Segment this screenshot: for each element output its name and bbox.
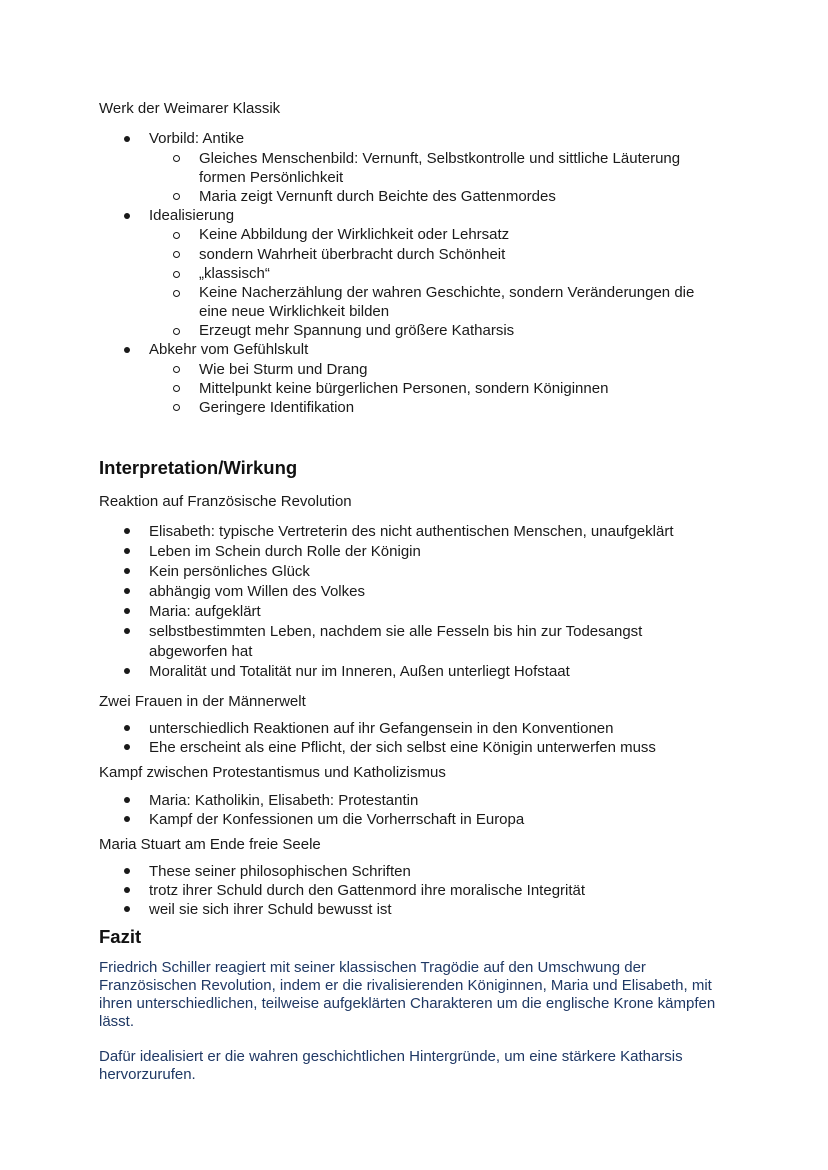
paragraph-line: ihren unterschiedlichen, teilweise aufgeklärten Charakteren um die englische Krone kämpfen [99, 995, 716, 1012]
list-item: Leben im Schein durch Rolle der Königin [149, 543, 421, 560]
bullet-icon [124, 136, 130, 142]
sub-list-item: Wie bei Sturm und Drang [199, 361, 368, 378]
list-item: trotz ihrer Schuld durch den Gattenmord ihre moralische Integrität [149, 882, 586, 899]
list-item: These seiner philosophischen Schriften [149, 863, 411, 880]
list-item: Kampf der Konfessionen um die Vorherrschaft in Europa [149, 811, 525, 828]
circle-bullet-icon [173, 366, 180, 373]
list-item: Vorbild: Antike [149, 130, 245, 147]
bullet-icon [124, 744, 130, 750]
circle-bullet-icon [173, 404, 180, 411]
section-heading: Interpretation/Wirkung [99, 457, 298, 478]
list-item: Kein persönliches Glück [149, 563, 310, 580]
sub-list-item: „klassisch“ [199, 265, 270, 282]
bullet-icon [124, 608, 130, 614]
circle-bullet-icon [173, 155, 180, 162]
group-title: Kampf zwischen Protestantismus und Katholizismus [99, 764, 446, 781]
sub-list-item: Gleiches Menschenbild: Vernunft, Selbstkontrolle und sittliche Läuterung [199, 150, 681, 167]
bullet-icon [124, 725, 130, 731]
bullet-icon [124, 816, 130, 822]
list-item: selbstbestimmten Leben, nachdem sie alle Fesseln bis hin zur Todesangst [149, 623, 643, 640]
circle-bullet-icon [173, 385, 180, 392]
circle-bullet-icon [173, 251, 180, 258]
sub-list-item: Geringere Identifikation [199, 399, 355, 416]
paragraph-line: lässt. [99, 1013, 135, 1030]
circle-bullet-icon [173, 232, 180, 239]
list-item: abhängig vom Willen des Volkes [149, 583, 365, 600]
paragraph-line: Französischen Revolution, indem er die rivalisierenden Königinnen, Maria und Elisabeth, mit [99, 977, 712, 994]
bullet-icon [124, 528, 130, 534]
list-item: Abkehr vom Gefühlskult [149, 341, 309, 358]
circle-bullet-icon [173, 193, 180, 200]
paragraph-line: Friedrich Schiller reagiert mit seiner klassischen Tragödie auf den Umschwung der [99, 959, 646, 976]
list-item: Elisabeth: typische Vertreterin des nicht authentischen Menschen, unaufgeklärt [149, 523, 674, 540]
list-item: Moralität und Totalität nur im Inneren, Außen unterliegt Hofstaat [149, 663, 570, 680]
list-item: Maria: aufgeklärt [149, 603, 261, 620]
bullet-icon [124, 347, 130, 353]
bullet-icon [124, 868, 130, 874]
sub-list-item-continued: eine neue Wirklichkeit bilden [199, 303, 390, 320]
circle-bullet-icon [173, 328, 180, 335]
sub-list-item: sondern Wahrheit überbracht durch Schönheit [199, 246, 506, 263]
paragraph-line: hervorzurufen. [99, 1066, 196, 1083]
paragraph-line: Dafür idealisiert er die wahren geschichtlichen Hintergründe, um eine stärkere Katharsis [99, 1048, 683, 1065]
bullet-icon [124, 548, 130, 554]
sub-list-item: Mittelpunkt keine bürgerlichen Personen, sondern Königinnen [199, 380, 609, 397]
circle-bullet-icon [173, 290, 180, 297]
circle-bullet-icon [173, 271, 180, 278]
list-item: unterschiedlich Reaktionen auf ihr Gefangensein in den Konventionen [149, 720, 614, 737]
section-heading: Fazit [99, 926, 142, 947]
list-item: Ehe erscheint als eine Pflicht, der sich selbst eine Königin unterwerfen muss [149, 739, 656, 756]
bullet-icon [124, 668, 130, 674]
section-title: Werk der Weimarer Klassik [99, 100, 281, 117]
sub-list-item: Maria zeigt Vernunft durch Beichte des Gattenmordes [199, 188, 556, 205]
bullet-icon [124, 213, 130, 219]
list-item: weil sie sich ihrer Schuld bewusst ist [149, 901, 392, 918]
sub-list-item-continued: formen Persönlichkeit [199, 169, 344, 186]
list-item-continued: abgeworfen hat [149, 643, 253, 660]
list-item: Maria: Katholikin, Elisabeth: Protestantin [149, 792, 419, 809]
bullet-icon [124, 568, 130, 574]
bullet-icon [124, 588, 130, 594]
bullet-icon [124, 906, 130, 912]
bullet-icon [124, 887, 130, 893]
bullet-icon [124, 628, 130, 634]
sub-list-item: Keine Nacherzählung der wahren Geschichte, sondern Veränderungen die [199, 284, 695, 301]
group-title: Maria Stuart am Ende freie Seele [99, 836, 321, 853]
group-title: Reaktion auf Französische Revolution [99, 493, 352, 510]
group-title: Zwei Frauen in der Männerwelt [99, 693, 306, 710]
sub-list-item: Erzeugt mehr Spannung und größere Katharsis [199, 322, 515, 339]
list-item: Idealisierung [149, 207, 235, 224]
sub-list-item: Keine Abbildung der Wirklichkeit oder Lehrsatz [199, 226, 510, 243]
bullet-icon [124, 797, 130, 803]
